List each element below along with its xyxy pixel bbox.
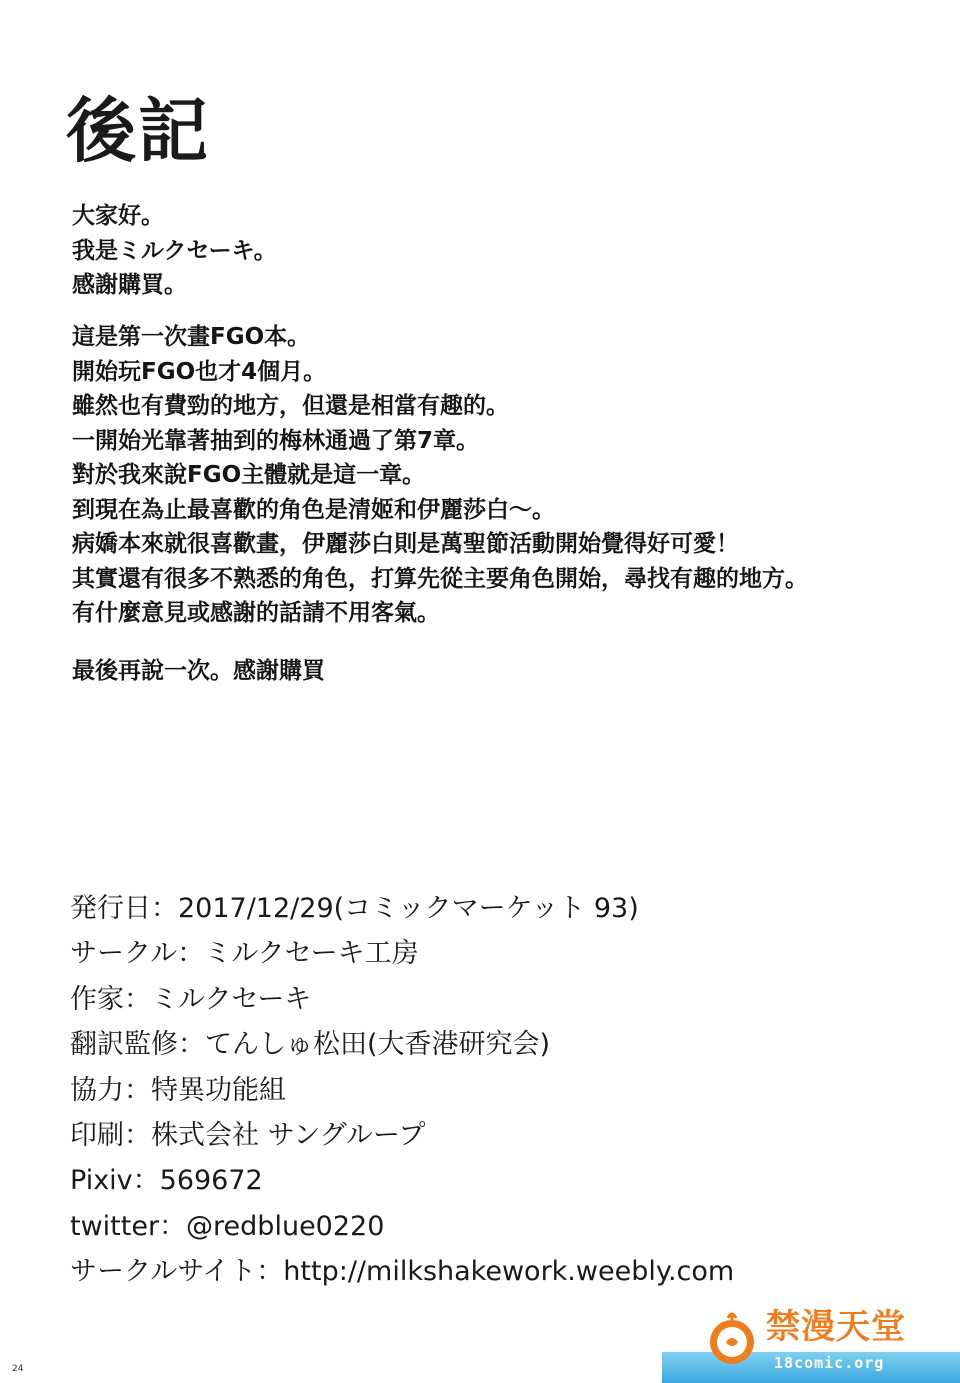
colophon-issue-date: 発行日：2017/12/29(コミックマーケット 93)	[70, 893, 639, 924]
text-line: 到現在為止最喜歡的角色是清姬和伊麗莎白～。	[72, 496, 555, 523]
text-line: 大家好。	[72, 203, 164, 229]
colophon-pixiv: Pixiv：569672	[70, 1165, 263, 1197]
colophon-author: 作家：ミルクセーキ	[70, 983, 312, 1015]
text-line: 開始玩FGO也才4個月。	[72, 358, 327, 385]
page-title: 後記	[66, 90, 210, 172]
text-line: 雖然也有費勁的地方，但還是相當有趣的。	[72, 393, 509, 419]
colophon-twitter: twitter：@redblue0220	[70, 1210, 385, 1242]
whale-icon	[702, 1308, 762, 1368]
text-line: 我是ミルクセーキ。	[72, 237, 277, 264]
text-line: 感謝購買。	[72, 272, 187, 298]
colophon-translation: 翻訳監修：てんしゅ松田(大香港研究会)	[70, 1029, 551, 1061]
watermark-url: 18comic.org	[774, 1354, 885, 1372]
text-line: 這是第一次畫FGO本。	[72, 324, 311, 350]
closing-line: 最後再說一次。感謝購買	[72, 658, 325, 684]
colophon-printer: 印刷：株式会社 サングループ	[70, 1120, 426, 1152]
page-number: 24	[12, 1364, 24, 1374]
greeting-paragraph	[72, 199, 277, 303]
text-line: 一開始光靠著抽到的梅林通過了第7章。	[72, 427, 480, 454]
text-line: 病嬌本來就很喜歡畫，伊麗莎白則是萬聖節活動開始覺得好可愛！	[72, 531, 739, 557]
text-line: 對於我來說FGO主體就是這一章。	[72, 462, 426, 488]
text-line: 有什麼意見或感謝的話請不用客氣。	[72, 600, 440, 626]
closing-paragraph	[72, 654, 325, 689]
site-watermark	[662, 1300, 960, 1383]
colophon	[70, 886, 734, 1295]
colophon-circle: サークル：ミルクセーキ工房	[70, 938, 419, 970]
body-paragraph	[72, 320, 808, 631]
watermark-site-name: 禁漫天堂	[766, 1307, 906, 1347]
text-line: 其實還有很多不熟悉的角色，打算先從主要角色開始，尋找有趣的地方。	[72, 565, 808, 592]
colophon-website: サークルサイト：http://milkshakework.weebly.com	[70, 1256, 735, 1288]
colophon-cooperation: 協力：特異功能組	[70, 1074, 286, 1106]
